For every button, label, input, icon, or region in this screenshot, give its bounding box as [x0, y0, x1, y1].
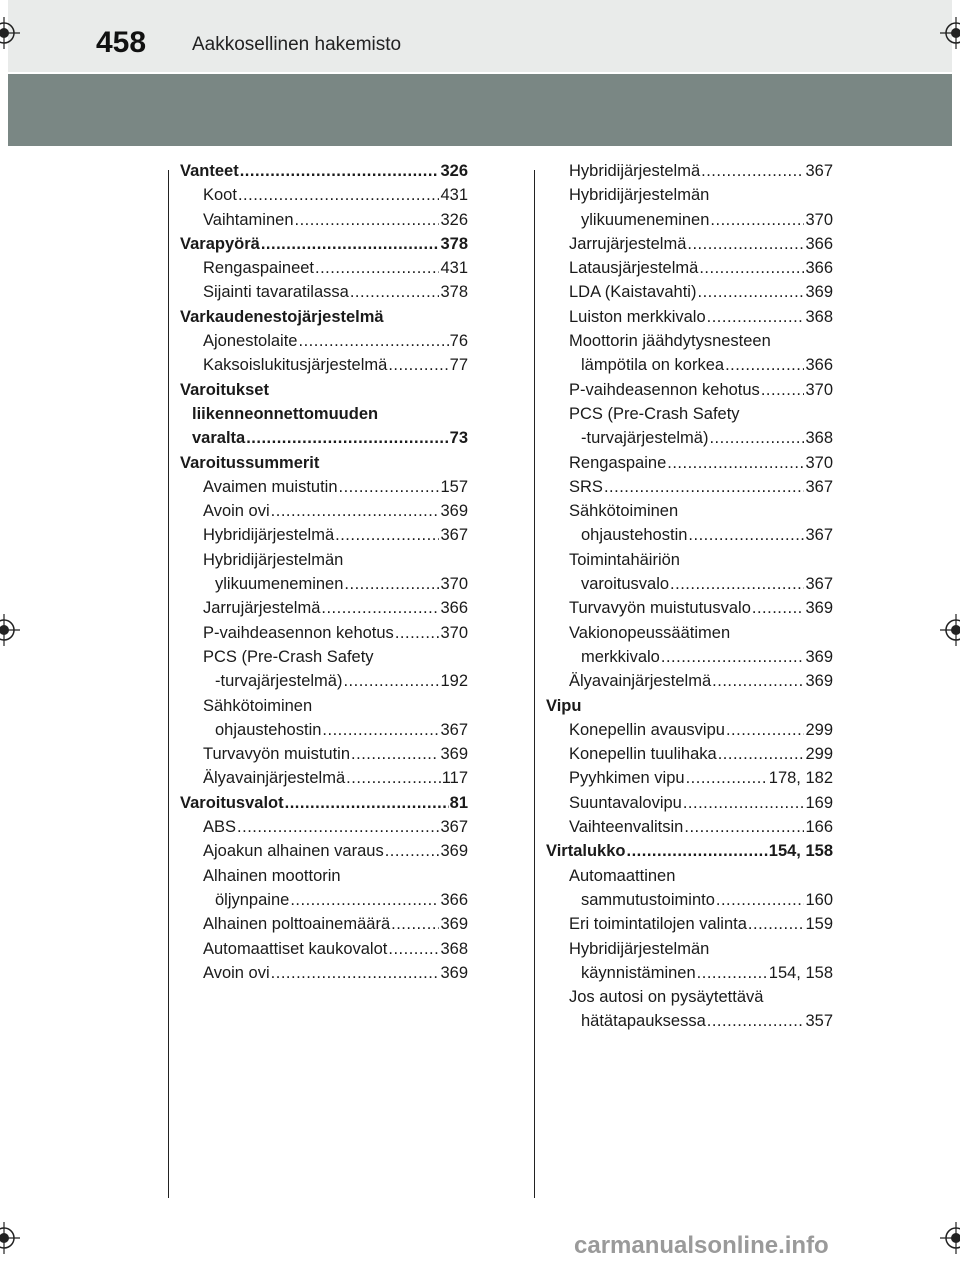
- index-entry-label: Suuntavalovipu: [569, 793, 682, 812]
- index-entry: [180, 523, 468, 547]
- index-entry-page: 166: [805, 818, 833, 837]
- dot-leader: [709, 426, 804, 450]
- index-heading: Varkaudenestojärjestelmä: [180, 307, 384, 326]
- registration-mark-icon: [940, 1222, 960, 1254]
- index-entry-label: Avaimen muistutin: [203, 477, 338, 496]
- index-entry-page: 154, 158: [768, 842, 833, 861]
- dot-leader: [346, 766, 441, 790]
- index-entry: [180, 815, 468, 839]
- index-entry-page: 378: [440, 283, 468, 302]
- index-entry-label: Älyavainjärjestelmä: [569, 672, 712, 691]
- index-entry-page: 366: [805, 234, 833, 253]
- registration-mark-icon: [0, 1222, 20, 1254]
- index-entry-label: Konepellin avausvipu: [569, 720, 725, 739]
- index-text: Hybridijärjestelmän: [203, 550, 344, 569]
- index-heading: Varoitussummerit: [180, 453, 320, 472]
- index-entry-page: 367: [440, 818, 468, 837]
- index-entry-page: 367: [805, 477, 833, 496]
- index-column-right: [546, 159, 833, 1034]
- index-entry-label: P-vaihdeasennon kehotus: [569, 380, 760, 399]
- index-entry-page: 326: [440, 162, 468, 180]
- index-entry: [180, 280, 468, 304]
- right-column-rule: [534, 170, 535, 1198]
- index-entry-page: 378: [440, 234, 468, 253]
- index-entry-label: -turvajärjestelmä): [215, 672, 343, 691]
- header-band: [8, 74, 952, 146]
- registration-mark-icon: [940, 614, 960, 646]
- left-column-rule: [168, 170, 169, 1198]
- dot-leader: [684, 815, 804, 839]
- index-entry: [180, 766, 468, 790]
- index-entry-page: 370: [805, 453, 833, 472]
- dot-leader: [667, 451, 804, 475]
- dot-leader: [388, 937, 439, 961]
- index-entry: [180, 353, 468, 377]
- index-entry-label: Jarrujärjestelmä: [569, 234, 687, 253]
- index-entry-page: 369: [805, 672, 833, 691]
- index-entry-page: 369: [440, 502, 468, 521]
- index-entry-page: 299: [805, 720, 833, 739]
- index-entry-label: ylikuumeneminen: [215, 575, 344, 594]
- index-entry-page: 369: [440, 842, 468, 861]
- index-heading: Vipu: [546, 696, 582, 715]
- index-entry: [546, 839, 833, 863]
- index-entry-page: 178, 182: [768, 769, 833, 788]
- index-entry-page: 159: [805, 915, 833, 934]
- index-entry-label: Latausjärjestelmä: [569, 259, 699, 278]
- dot-leader: [344, 572, 439, 596]
- dot-leader: [240, 159, 440, 183]
- index-entry-page: 367: [805, 162, 833, 180]
- index-entry-label: ABS: [203, 818, 237, 837]
- index-entry-label: P-vaihdeasennon kehotus: [203, 623, 394, 642]
- index-entry-page: 370: [440, 575, 468, 594]
- index-text: Sähkötoiminen: [569, 502, 679, 521]
- index-entry: [546, 256, 833, 280]
- index-entry: [180, 208, 468, 232]
- index-entry: [180, 621, 468, 645]
- index-entry: [180, 888, 468, 912]
- index-entry-label: Hybridijärjestelmä: [569, 162, 701, 180]
- section-title: Aakkosellinen hakemisto: [192, 34, 402, 55]
- dot-leader: [350, 280, 440, 304]
- index-entry: [180, 937, 468, 961]
- index-entry: [546, 669, 833, 693]
- index-entry-label: Sijainti tavaratilassa: [203, 283, 349, 302]
- index-entry: [546, 912, 833, 936]
- index-entry-page: 169: [805, 793, 833, 812]
- index-entry: [180, 499, 468, 523]
- index-entry: [180, 256, 468, 280]
- dot-leader: [707, 1009, 805, 1033]
- dot-leader: [697, 961, 768, 985]
- index-entry-label: varoitusvalo: [581, 575, 670, 594]
- index-entry: [546, 742, 833, 766]
- index-entry-page: 369: [805, 599, 833, 618]
- index-entry-page: 367: [440, 720, 468, 739]
- index-entry-label: Ajoakun alhainen varaus: [203, 842, 384, 861]
- index-text: Hybridijärjestelmän: [569, 939, 710, 958]
- index-entry-label: Rengaspaineet: [203, 259, 315, 278]
- index-entry: [546, 426, 833, 450]
- index-entry: [546, 523, 833, 547]
- index-entry: [180, 912, 468, 936]
- dot-leader: [626, 839, 767, 863]
- index-entry: [546, 305, 833, 329]
- index-entry: [180, 718, 468, 742]
- dot-leader: [343, 669, 439, 693]
- index-entry-page: 77: [449, 356, 468, 375]
- index-text: Vakionopeussäätimen: [569, 623, 731, 642]
- index-entry-label: lämpötila on korkea: [581, 356, 725, 375]
- index-entry-label: Pyyhkimen vipu: [569, 769, 685, 788]
- index-text: PCS (Pre-Crash Safety: [569, 404, 740, 423]
- index-entry-label: Vaihtaminen: [203, 210, 294, 229]
- index-entry-label: ohjaustehostin: [215, 720, 322, 739]
- index-entry-page: 117: [441, 769, 468, 788]
- index-entry: [546, 718, 833, 742]
- index-entry-page: 369: [440, 963, 468, 982]
- index-entry: [546, 353, 833, 377]
- index-entry-label: hätätapauksessa: [581, 1012, 706, 1031]
- dot-leader: [388, 353, 448, 377]
- index-entry-page: 366: [440, 890, 468, 909]
- index-text: liikenneonnettomuuden: [192, 404, 379, 423]
- index-entry-page: 81: [449, 793, 468, 812]
- index-entry-page: 367: [805, 575, 833, 594]
- index-entry-label: käynnistäminen: [581, 963, 696, 982]
- index-entry-label: ylikuumeneminen: [581, 210, 710, 229]
- index-entry-label: Automaattiset kaukovalot: [203, 939, 388, 958]
- index-entry: [180, 329, 468, 353]
- index-entry-label: Virtalukko: [546, 842, 626, 861]
- index-entry-page: 368: [805, 307, 833, 326]
- index-text: Alhainen moottorin: [203, 866, 341, 885]
- index-entry-page: 370: [440, 623, 468, 642]
- index-entry-page: 73: [449, 429, 468, 448]
- registration-mark-icon: [0, 614, 20, 646]
- watermark: carmanualsonline.info: [574, 1232, 829, 1259]
- index-entry-label: sammutustoiminto: [581, 890, 715, 909]
- index-entry: [180, 742, 468, 766]
- registration-mark-icon: [940, 17, 960, 49]
- dot-leader: [697, 280, 804, 304]
- dot-leader: [687, 232, 804, 256]
- index-entry-label: Ajonestolaite: [203, 332, 298, 351]
- index-entry: [546, 572, 833, 596]
- index-entry-label: Hybridijärjestelmä: [203, 526, 335, 545]
- index-entry: [546, 280, 833, 304]
- index-entry-label: Jarrujärjestelmä: [203, 599, 321, 618]
- dot-leader: [391, 912, 439, 936]
- index-entry-label: Varapyörä: [180, 234, 260, 253]
- index-entry-page: 367: [440, 526, 468, 545]
- index-entry-label: öljynpaine: [215, 890, 290, 909]
- dot-leader: [661, 645, 805, 669]
- dot-leader: [701, 159, 804, 183]
- index-entry-page: 357: [805, 1012, 833, 1031]
- index-entry-label: Varoitusvalot: [180, 793, 284, 812]
- dot-leader: [707, 305, 805, 329]
- index-entry: [546, 159, 833, 183]
- index-entry: [180, 426, 468, 450]
- index-entry-page: 369: [440, 915, 468, 934]
- dot-leader: [351, 742, 439, 766]
- dot-leader: [686, 766, 768, 790]
- dot-leader: [237, 815, 439, 839]
- dot-leader: [725, 353, 804, 377]
- dot-leader: [699, 256, 804, 280]
- dot-leader: [716, 888, 805, 912]
- index-text: Automaattinen: [569, 866, 676, 885]
- index-entry-label: Turvavyön muistutusvalo: [569, 599, 751, 618]
- index-entry-page: 369: [805, 647, 833, 666]
- registration-mark-icon: [0, 17, 20, 49]
- index-entry: [546, 645, 833, 669]
- index-entry-label: Vaihteenvalitsin: [569, 818, 684, 837]
- index-entry: [546, 791, 833, 815]
- index-text: Sähkötoiminen: [203, 696, 313, 715]
- index-entry-label: varalta: [192, 429, 246, 448]
- dot-leader: [712, 669, 804, 693]
- dot-leader: [271, 961, 440, 985]
- index-entry-label: Koot: [203, 186, 237, 205]
- dot-leader: [339, 475, 440, 499]
- dot-leader: [285, 791, 449, 815]
- index-entry: [180, 839, 468, 863]
- index-entry-label: Turvavyön muistutin: [203, 745, 351, 764]
- dot-leader: [683, 791, 805, 815]
- index-entry: [546, 208, 833, 232]
- index-entry: [180, 159, 468, 183]
- index-entry-label: Kaksoislukitusjärjestelmä: [203, 356, 388, 375]
- dot-leader: [688, 523, 804, 547]
- index-entry-label: Alhainen polttoainemäärä: [203, 915, 391, 934]
- index-entry: [546, 888, 833, 912]
- page-number: 458: [96, 26, 147, 59]
- index-entry-page: 326: [440, 210, 468, 229]
- index-entry-label: LDA (Kaistavahti): [569, 283, 697, 302]
- dot-leader: [335, 523, 439, 547]
- index-entry-page: 160: [805, 890, 833, 909]
- index-text: PCS (Pre-Crash Safety: [203, 647, 374, 666]
- index-text: Toimintahäiriön: [569, 550, 680, 569]
- index-entry: [546, 596, 833, 620]
- dot-leader: [761, 378, 805, 402]
- dot-leader: [315, 256, 439, 280]
- dot-leader: [748, 912, 805, 936]
- index-entry: [546, 1009, 833, 1033]
- index-entry: [546, 378, 833, 402]
- index-entry-label: Eri toimintatilojen valinta: [569, 915, 747, 934]
- index-entry: [546, 475, 833, 499]
- dot-leader: [670, 572, 804, 596]
- index-entry-page: 366: [440, 599, 468, 618]
- index-entry: [180, 791, 468, 815]
- index-entry-label: Luiston merkkivalo: [569, 307, 706, 326]
- header-top-bar: [8, 0, 952, 72]
- index-entry: [546, 451, 833, 475]
- index-entry-label: SRS: [569, 477, 603, 496]
- index-entry-page: 368: [805, 429, 833, 448]
- index-text: Hybridijärjestelmän: [569, 186, 710, 205]
- dot-leader: [718, 742, 805, 766]
- index-entry-page: 192: [440, 672, 468, 691]
- index-entry-page: 370: [805, 380, 833, 399]
- index-entry: [546, 961, 833, 985]
- index-entry-page: 431: [440, 259, 468, 278]
- index-entry-page: 299: [805, 745, 833, 764]
- index-entry-page: 366: [805, 356, 833, 375]
- dot-leader: [246, 426, 448, 450]
- index-entry-page: 154, 158: [768, 963, 833, 982]
- dot-leader: [290, 888, 439, 912]
- index-entry-label: Konepellin tuulihaka: [569, 745, 717, 764]
- index-entry: [180, 475, 468, 499]
- dot-leader: [321, 596, 439, 620]
- dot-leader: [271, 499, 440, 523]
- index-column-left: [180, 159, 468, 985]
- dot-leader: [710, 208, 804, 232]
- index-entry: [546, 766, 833, 790]
- index-entry: [546, 815, 833, 839]
- index-entry: [180, 232, 468, 256]
- index-entry: [180, 572, 468, 596]
- dot-leader: [385, 839, 440, 863]
- index-entry-page: 367: [805, 526, 833, 545]
- dot-leader: [604, 475, 805, 499]
- index-entry: [180, 961, 468, 985]
- index-entry-label: Älyavainjärjestelmä: [203, 769, 346, 788]
- dot-leader: [752, 596, 805, 620]
- index-text: Jos autosi on pysäytettävä: [569, 988, 764, 1007]
- index-entry-label: ohjaustehostin: [581, 526, 688, 545]
- index-entry-label: Avoin ovi: [203, 502, 270, 521]
- index-entry-label: Avoin ovi: [203, 963, 270, 982]
- index-entry-page: 369: [805, 283, 833, 302]
- dot-leader: [238, 183, 440, 207]
- index-entry-label: merkkivalo: [581, 647, 660, 666]
- index-entry-page: 157: [440, 477, 468, 496]
- index-entry-label: Rengaspaine: [569, 453, 667, 472]
- dot-leader: [295, 208, 440, 232]
- dot-leader: [298, 329, 448, 353]
- index-entry: [180, 596, 468, 620]
- index-heading: Varoitukset: [180, 380, 269, 399]
- dot-leader: [322, 718, 439, 742]
- index-entry: [180, 669, 468, 693]
- index-entry-page: 370: [805, 210, 833, 229]
- index-entry-page: 76: [449, 332, 468, 351]
- dot-leader: [726, 718, 805, 742]
- dot-leader: [395, 621, 440, 645]
- index-entry-label: Vanteet: [180, 162, 239, 180]
- index-entry-page: 369: [440, 745, 468, 764]
- index-entry: [546, 232, 833, 256]
- index-entry-page: 366: [805, 259, 833, 278]
- index-text: Moottorin jäähdytysnesteen: [569, 332, 771, 351]
- dot-leader: [261, 232, 440, 256]
- index-entry-page: 368: [440, 939, 468, 958]
- index-entry: [180, 183, 468, 207]
- index-entry-label: -turvajärjestelmä): [581, 429, 709, 448]
- index-entry-page: 431: [440, 186, 468, 205]
